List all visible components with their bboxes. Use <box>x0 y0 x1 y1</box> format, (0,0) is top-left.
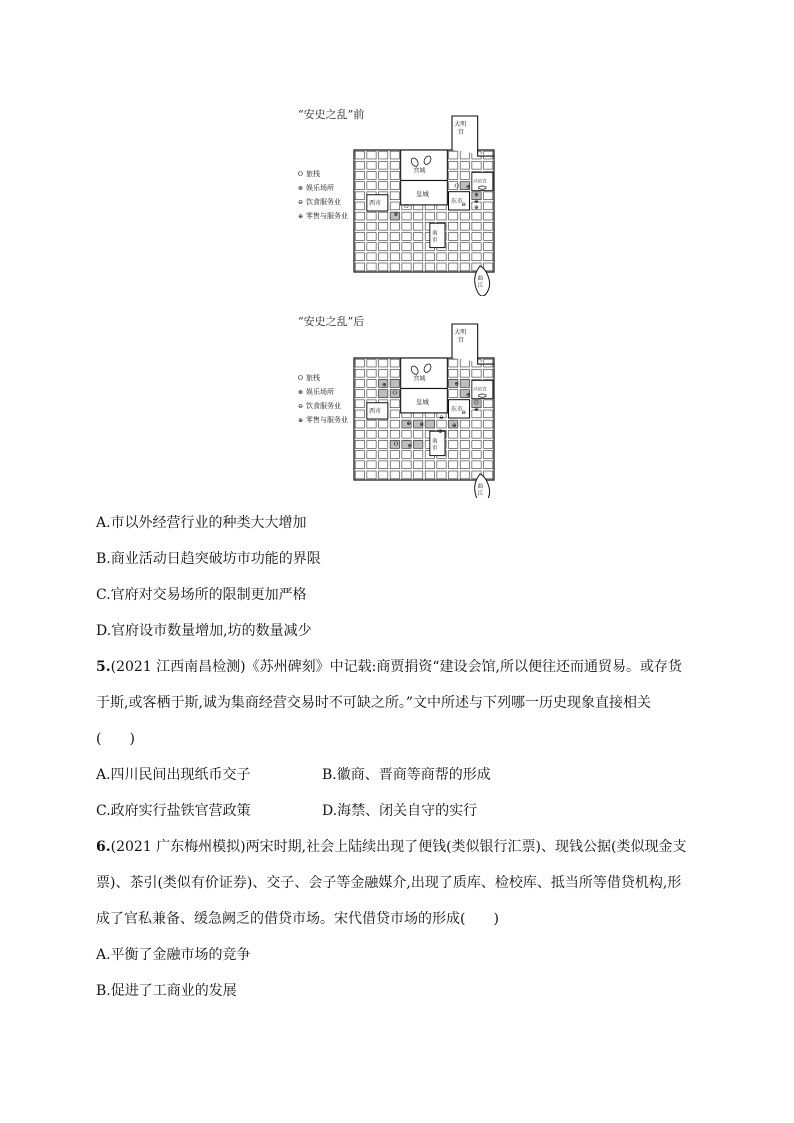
ward-block <box>449 441 458 449</box>
south-market-label: 市 <box>432 237 438 244</box>
ward-block <box>484 212 493 220</box>
ward-block <box>367 151 376 159</box>
ward-block <box>472 441 481 449</box>
legend-symbol: ⊗ <box>298 185 304 192</box>
ward-block <box>402 253 411 261</box>
south-market-label: 市 <box>432 445 438 452</box>
ward-block <box>437 263 446 271</box>
ward-block <box>367 369 376 377</box>
qujiang-label: 江 <box>477 491 484 497</box>
ward-block <box>367 380 376 388</box>
ward-block <box>355 161 364 169</box>
q5-options-row1 <box>96 765 696 785</box>
ward-block <box>390 172 399 180</box>
q6-number: 6. <box>96 839 111 855</box>
business-symbol: ⊕ <box>452 423 457 430</box>
ward-block <box>449 451 458 459</box>
q5-answer-blank: ( ) <box>96 731 135 747</box>
business-symbol: ⊕ <box>406 421 412 428</box>
ward-block <box>460 263 469 271</box>
ward-block <box>414 461 423 469</box>
ward-block <box>460 233 469 241</box>
q5-stem-line1 <box>96 657 682 677</box>
ward-block <box>390 400 399 408</box>
ward-block <box>390 359 399 367</box>
ward-block <box>379 359 388 367</box>
imperial-label: 皇城 <box>415 189 429 198</box>
ward-block <box>379 243 388 251</box>
ward-block <box>402 471 411 479</box>
ward-block <box>484 161 493 169</box>
business-symbol: ⊕ <box>407 443 413 450</box>
ward-block <box>355 151 364 159</box>
business-symbol: O <box>392 390 398 397</box>
daming-label: 大明 <box>454 329 467 336</box>
ward-block <box>367 233 376 241</box>
ward-block <box>355 451 364 459</box>
ward-block <box>367 253 376 261</box>
ward-block <box>402 233 411 241</box>
west-market-label: 西市 <box>369 199 382 207</box>
ward-block <box>460 471 469 479</box>
ward-block <box>472 451 481 459</box>
ward-block <box>472 243 481 251</box>
business-symbol: ⊖ <box>461 201 466 208</box>
qujiang-label: 江 <box>477 283 484 289</box>
ward-block <box>402 461 411 469</box>
ward-block <box>449 233 458 241</box>
ward-block <box>390 410 399 418</box>
ward-block <box>472 222 481 230</box>
ward-block <box>472 420 481 428</box>
q5-option-b: B.徽商、晋商等商帮的形成 <box>322 767 491 783</box>
q5-options-row2 <box>96 801 696 821</box>
ward-block <box>355 253 364 261</box>
ward-block <box>449 222 458 230</box>
ward-block <box>367 471 376 479</box>
ward-block <box>379 151 388 159</box>
ward-block <box>472 161 481 169</box>
commerce-ward <box>414 441 423 449</box>
ward-block <box>355 192 364 200</box>
ward-block <box>390 202 399 210</box>
ward-block <box>379 182 388 190</box>
ward-block <box>379 420 388 428</box>
ward-block <box>484 410 493 418</box>
ward-block <box>367 243 376 251</box>
ward-block <box>460 441 469 449</box>
ward-block <box>449 253 458 261</box>
city-map-after <box>296 322 506 498</box>
ward-block <box>484 400 493 408</box>
ward-block <box>449 263 458 271</box>
ward-block <box>484 202 493 210</box>
ward-block <box>460 222 469 230</box>
ward-block <box>390 161 399 169</box>
ward-block <box>484 243 493 251</box>
ward-block <box>367 263 376 271</box>
ward-block <box>484 451 493 459</box>
ward-block <box>379 441 388 449</box>
city-map-before <box>296 114 506 296</box>
ward-block <box>460 161 469 169</box>
q6-stem-line1 <box>96 837 686 857</box>
ward-block <box>390 461 399 469</box>
legend-label: 娱乐场所 <box>306 184 334 192</box>
ward-block <box>425 253 434 261</box>
ward-block <box>355 380 364 388</box>
west-market-label: 西市 <box>369 407 382 415</box>
ward-block <box>355 471 364 479</box>
east-market-label: 东市 <box>450 405 463 413</box>
ward-block <box>390 263 399 271</box>
ward-block <box>367 451 376 459</box>
business-symbol: ⊕ <box>466 184 471 191</box>
ward-block <box>460 420 469 428</box>
ward-block <box>460 430 469 438</box>
ward-block <box>379 172 388 180</box>
map-caption-after: “安史之乱”后 <box>298 315 365 328</box>
business-symbol: O <box>404 203 409 210</box>
east-market-label: 东市 <box>450 197 463 205</box>
ward-block <box>414 471 423 479</box>
business-symbol: O <box>454 183 459 190</box>
ward-block <box>449 212 458 220</box>
palace-label: 宫城 <box>413 375 426 383</box>
ward-block <box>414 243 423 251</box>
q5-text1: (2021 江西南昌检测)《苏州碑刻》中记载:商贾捐资“建设会馆,所以便往还而通贸易。或存货 <box>110 659 682 675</box>
ward-block <box>379 369 388 377</box>
south-market-label: 南 <box>432 438 438 445</box>
legend-label: 饮食服务业 <box>306 198 341 206</box>
commerce-ward <box>460 380 469 388</box>
ward-block <box>355 182 364 190</box>
ward-block <box>437 212 446 220</box>
ward-block <box>449 161 458 169</box>
ward-block <box>402 451 411 459</box>
q4-option-a: A.市以外经营行业的种类大大增加 <box>96 515 307 531</box>
legend-label: 零售与服务业 <box>306 212 348 220</box>
ward-block <box>367 430 376 438</box>
ward-block <box>355 420 364 428</box>
ward-block <box>355 461 364 469</box>
ward-block <box>390 233 399 241</box>
ward-block <box>414 212 423 220</box>
ward-block <box>414 253 423 261</box>
ward-block <box>402 430 411 438</box>
ward-block <box>390 253 399 261</box>
qujiang-label: 曲 <box>477 484 484 490</box>
ward-block <box>449 390 458 398</box>
ward-block <box>379 233 388 241</box>
business-symbol: O <box>474 400 479 407</box>
ward-block <box>379 461 388 469</box>
legend-label: 零售与服务业 <box>306 416 348 424</box>
palace-city <box>401 358 448 389</box>
south-market-label: 南 <box>432 230 438 237</box>
xingqing-label: 兴庆宫 <box>473 179 487 185</box>
ward-block <box>355 172 364 180</box>
ward-block <box>449 243 458 251</box>
ward-block <box>472 461 481 469</box>
ward-block <box>355 263 364 271</box>
legend-symbol: O <box>298 171 303 178</box>
ward-block <box>367 441 376 449</box>
business-symbol: ⊗ <box>419 422 424 429</box>
business-symbol: ⊕ <box>466 392 471 399</box>
q6-option-a: A.平衡了金融市场的竞争 <box>96 947 251 963</box>
ward-block <box>449 430 458 438</box>
commerce-ward <box>390 380 399 388</box>
q6-text1: (2021 广东梅州模拟)两宋时期,社会上陆续出现了便钱(类似银行汇票)、现钱公据(类似现金支 <box>110 839 687 855</box>
daming-label: 宫 <box>457 337 464 344</box>
business-symbol: ⊕ <box>438 429 443 436</box>
business-symbol: ⊕ <box>382 382 387 389</box>
business-symbol: ⊖ <box>461 409 466 416</box>
ward-block <box>449 151 458 159</box>
ward-block <box>460 151 469 159</box>
ward-block <box>379 430 388 438</box>
legend-symbol: ⊕ <box>298 417 304 424</box>
business-symbol: ⊕ <box>474 204 479 211</box>
ward-block <box>414 451 423 459</box>
legend-label: 饮食服务业 <box>306 402 341 410</box>
ward-block <box>355 359 364 367</box>
ward-block <box>390 420 399 428</box>
business-symbol: ⊕ <box>474 406 479 413</box>
palace-city <box>401 150 448 181</box>
ward-block <box>355 202 364 210</box>
ward-block <box>460 359 469 367</box>
commerce-ward <box>379 390 388 398</box>
map-caption-before: “安史之乱”前 <box>298 108 365 121</box>
legend-symbol: O <box>298 375 303 382</box>
ward-block <box>472 253 481 261</box>
imperial-label: 皇城 <box>415 397 429 406</box>
q5-stem-line2: 于斯,或客栖于斯,诚为集商经营交易时不可缺之所。”文中所述与下列哪一历史现象直接相关 <box>96 695 652 711</box>
ward-block <box>390 243 399 251</box>
ward-block <box>437 471 446 479</box>
legend-symbol: ⊖ <box>298 199 304 206</box>
ward-block <box>390 192 399 200</box>
ward-block <box>449 461 458 469</box>
ward-block <box>449 359 458 367</box>
ward-block <box>379 253 388 261</box>
ward-block <box>379 212 388 220</box>
q5-option-c: C.政府实行盐铁官营政策 <box>96 803 251 819</box>
ward-block <box>367 222 376 230</box>
legend-label: 旅栈 <box>306 374 320 382</box>
business-symbol: O <box>393 441 399 448</box>
ward-block <box>414 430 423 438</box>
ward-block <box>379 161 388 169</box>
ward-block <box>390 151 399 159</box>
ward-block <box>355 243 364 251</box>
q4-option-d: D.官府设市数量增加,坊的数量减少 <box>96 623 312 639</box>
ward-block <box>460 369 469 377</box>
ward-block <box>355 222 364 230</box>
daming-label: 宫 <box>457 129 464 136</box>
ward-block <box>437 253 446 261</box>
ward-block <box>390 451 399 459</box>
q6-option-b: B.促进了工商业的发展 <box>96 983 237 999</box>
ward-block <box>460 253 469 261</box>
ward-block <box>355 410 364 418</box>
ward-block <box>460 461 469 469</box>
ward-block <box>379 222 388 230</box>
ward-block <box>484 233 493 241</box>
q6-stem-line2: 票)、茶引(类似有价证券)、交子、会子等金融媒介,出现了质库、检校库、抵当所等借贷机构,形 <box>96 875 682 891</box>
ward-block <box>367 359 376 367</box>
ward-block <box>379 451 388 459</box>
legend-label: 旅栈 <box>306 170 320 178</box>
ward-block <box>379 263 388 271</box>
business-symbol: ⊗ <box>393 212 399 219</box>
ward-block <box>484 253 493 261</box>
ward-block <box>402 212 411 220</box>
ward-block <box>414 222 423 230</box>
ward-block <box>367 420 376 428</box>
xingqing-label: 兴庆宫 <box>473 387 487 393</box>
ward-block <box>425 471 434 479</box>
q4-option-c: C.官府对交易场所的限制更加严格 <box>96 587 307 603</box>
ward-block <box>355 430 364 438</box>
ward-block <box>437 461 446 469</box>
ward-block <box>460 212 469 220</box>
qujiang-label: 曲 <box>477 276 484 282</box>
ward-block <box>355 400 364 408</box>
ward-block <box>367 172 376 180</box>
ward-block <box>379 471 388 479</box>
ward-block <box>484 222 493 230</box>
ward-block <box>390 430 399 438</box>
ward-block <box>367 161 376 169</box>
legend-symbol: ⊗ <box>298 389 304 396</box>
legend-symbol: ⊕ <box>298 213 304 220</box>
pond-shape <box>478 394 486 397</box>
business-symbol: ⊕ <box>474 198 479 205</box>
ward-block <box>390 471 399 479</box>
ward-block <box>460 243 469 251</box>
ward-block <box>460 451 469 459</box>
legend-label: 娱乐场所 <box>306 388 334 396</box>
ward-block <box>437 420 446 428</box>
palace-label: 宫城 <box>413 167 426 175</box>
ward-block <box>484 369 493 377</box>
business-symbol: ⊕ <box>474 192 479 199</box>
ward-block <box>449 471 458 479</box>
q5-number: 5. <box>96 659 111 675</box>
ward-block <box>367 182 376 190</box>
ward-block <box>472 233 481 241</box>
q6-stem-line3: 成了官私兼备、缓急阙乏的借贷市场。宋代借贷市场的形成( ) <box>96 911 499 927</box>
ward-block <box>484 461 493 469</box>
ward-block <box>449 369 458 377</box>
ward-block <box>390 182 399 190</box>
ward-block <box>484 420 493 428</box>
business-symbol: ⊕ <box>454 381 459 388</box>
ward-block <box>367 390 376 398</box>
commerce-ward <box>425 420 434 428</box>
ward-block <box>484 441 493 449</box>
ward-block <box>472 369 481 377</box>
ward-block <box>414 263 423 271</box>
ward-block <box>402 222 411 230</box>
ward-block <box>390 222 399 230</box>
ward-block <box>425 212 434 220</box>
ward-block <box>367 461 376 469</box>
pond-shape <box>478 186 486 189</box>
ward-block <box>355 233 364 241</box>
q5-option-a: A.四川民间出现纸币交子 <box>96 767 251 783</box>
ward-block <box>402 263 411 271</box>
ward-block <box>472 212 481 220</box>
business-symbol: ⊖ <box>439 414 444 421</box>
ward-block <box>460 172 469 180</box>
ward-block <box>449 172 458 180</box>
ward-block <box>484 192 493 200</box>
ward-block <box>472 430 481 438</box>
ward-block <box>355 369 364 377</box>
ward-block <box>355 390 364 398</box>
legend-symbol: ⊖ <box>298 403 304 410</box>
q4-option-b: B.商业活动日趋突破坊市功能的界限 <box>96 551 321 567</box>
ward-block <box>484 430 493 438</box>
ward-block <box>367 212 376 220</box>
ward-block <box>402 243 411 251</box>
ward-block <box>425 263 434 271</box>
ward-block <box>425 461 434 469</box>
daming-label: 大明 <box>454 121 467 128</box>
ward-block <box>414 233 423 241</box>
ward-block <box>355 441 364 449</box>
q5-option-d: D.海禁、闭关自守的实行 <box>322 803 478 819</box>
ward-block <box>355 212 364 220</box>
ward-block <box>390 369 399 377</box>
